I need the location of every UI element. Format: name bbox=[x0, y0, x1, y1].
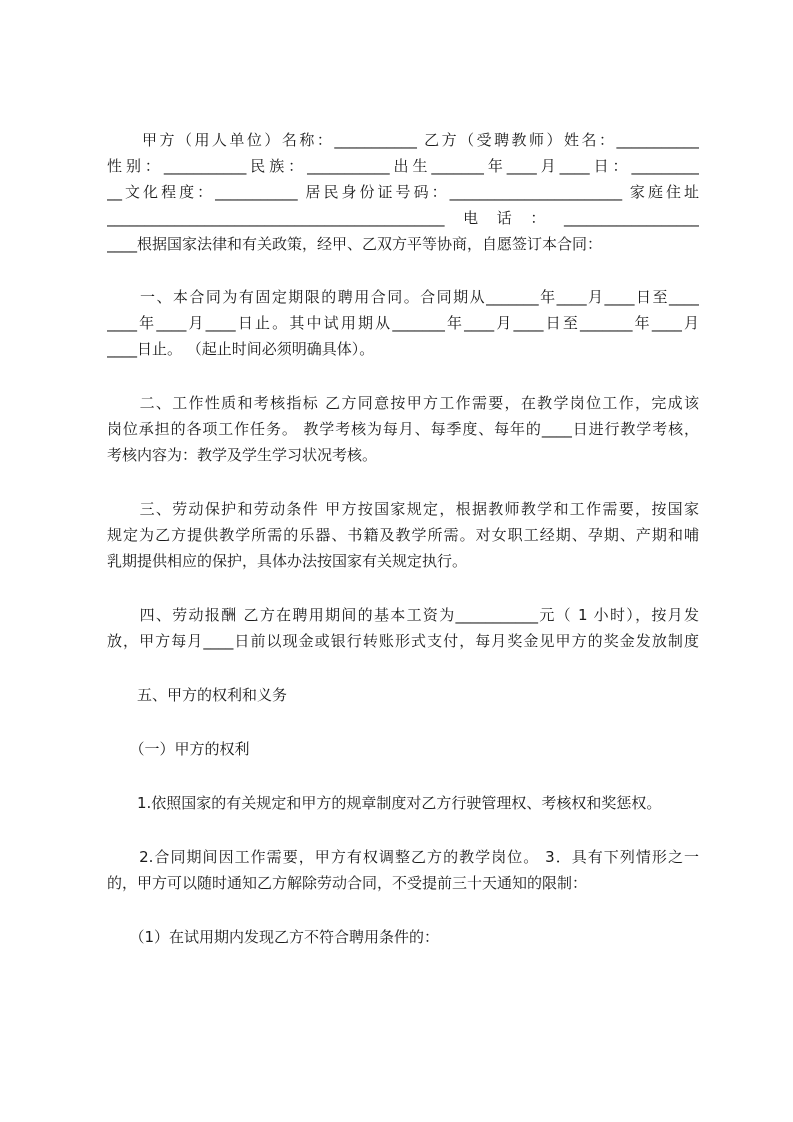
clause-5-1-heading: （一）甲方的权利 bbox=[107, 740, 250, 758]
clause-5-heading: 五、甲方的权利和义务 bbox=[107, 686, 288, 704]
clause-3-line-3: 乳期提供相应的保护，具体办法按国家有关规定执行。 bbox=[107, 552, 468, 570]
party-info-line-1: 甲方（用人单位）名称：___________ 乙方（受聘教师）姓名：___________ bbox=[107, 131, 699, 149]
clause-4-line-2: 放，甲方每月____日前以现金或银行转账形式支付，每月奖金见甲方的奖金发放制度 bbox=[107, 632, 699, 650]
party-info-line-4: _____________________________________________电话：__________________ bbox=[107, 209, 699, 227]
party-info-line-3: __文化程度：___________ 居民身份证号码：_______________________ 家庭住址 bbox=[107, 183, 699, 201]
party-info-line-5: ____根据国家法律和有关政策，经甲、乙双方平等协商，自愿签订本合同： bbox=[107, 235, 603, 253]
clause-1-line-3: ____日止。 （起止时间必须明确具体）。 bbox=[107, 340, 375, 358]
clause-4-line-1: 四、劳动报酬 乙方在聘用期间的基本工资为___________元（ 1 小时），按月发 bbox=[107, 606, 699, 624]
item-2-3-line-1: 2.合同期间因工作需要，甲方有权调整乙方的教学岗位。 3．具有下列情形之一 bbox=[107, 848, 699, 866]
clause-3-line-2: 规定为乙方提供教学所需的乐器、书籍及教学所需。对女职工经期、孕期、产期和哺 bbox=[107, 526, 699, 544]
item-2-3-line-2: 的，甲方可以随时通知乙方解除劳动合同，不受提前三十天通知的限制： bbox=[107, 874, 588, 892]
clause-3-line-1: 三、劳动保护和劳动条件 甲方按国家规定，根据教师教学和工作需要，按国家 bbox=[107, 500, 699, 518]
clause-2-line-2: 岗位承担的各项工作任务。 教学考核为每月、每季度、每年的____日进行教学考核， bbox=[107, 420, 699, 438]
clause-1-line-2: ____年____月____日止。其中试用期从_______年____月____日至_______年____月 bbox=[107, 314, 699, 332]
clause-2-line-1: 二、工作性质和考核指标 乙方同意按甲方工作需要，在教学岗位工作，完成该 bbox=[107, 394, 699, 412]
party-info-line-2: 性别：___________民族：___________出生_______年____月____日：_________ bbox=[107, 157, 699, 175]
item-1-line: 1.依照国家的有关规定和甲方的规章制度对乙方行驶管理权、考核权和奖惩权。 bbox=[107, 794, 662, 812]
item-3-1-line: （1）在试用期内发现乙方不符合聘用条件的： bbox=[107, 928, 440, 946]
clause-2-line-3: 考核内容为：教学及学生学习状况考核。 bbox=[107, 446, 378, 464]
clause-1-line-1: 一、本合同为有固定期限的聘用合同。合同期从_______年____月____日至____ bbox=[107, 288, 699, 306]
